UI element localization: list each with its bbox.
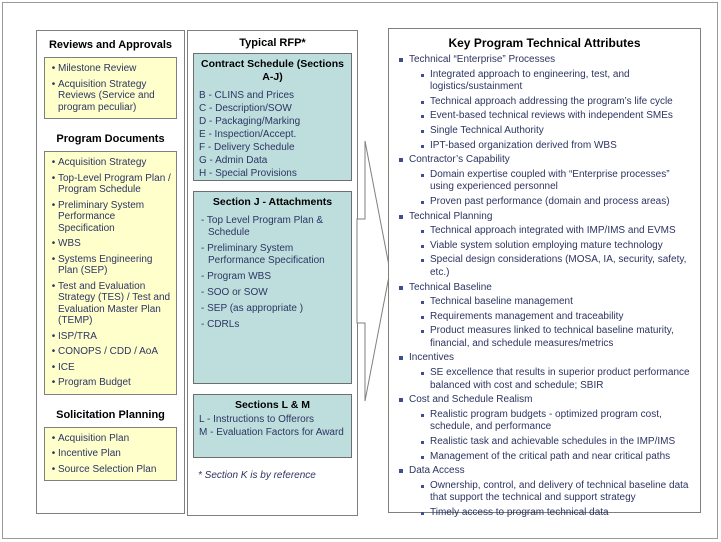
- teal-box: [193, 53, 352, 181]
- bullet-icon: •: [51, 448, 56, 459]
- list-item: - Program WBS: [201, 271, 272, 282]
- bullet-icon: •: [51, 157, 56, 168]
- list-item-label: Systems Engineering Plan (SEP): [58, 253, 153, 276]
- bullet-icon: [421, 174, 424, 177]
- list-item-label: CONOPS / CDD / AoA: [58, 346, 159, 357]
- attribute-subitem-label: Technical baseline management: [430, 296, 573, 308]
- attribute-label: Cost and Schedule Realism: [409, 394, 533, 406]
- bullet-icon: •: [51, 253, 56, 265]
- attribute-subitem: [419, 225, 692, 238]
- bullet-icon: •: [51, 280, 56, 292]
- teal-box-heading: Contract Schedule (Sections A-J): [201, 58, 344, 83]
- attribute-item: [397, 154, 692, 167]
- bullet-icon: [399, 398, 403, 402]
- attribute-subitem: [419, 296, 692, 309]
- list-item: L - Instructions to Offerors: [199, 414, 315, 425]
- bullet-icon: •: [51, 238, 56, 249]
- list-item: [49, 281, 172, 327]
- bullet-icon: [421, 230, 424, 233]
- yellow-box: [44, 57, 177, 119]
- attribute-subitem-label: Realistic task and achievable schedules in the IMP/IMS: [430, 436, 676, 448]
- bullet-icon: [399, 356, 403, 360]
- attribute-item: [397, 211, 692, 224]
- list-item: - Preliminary System Performance Specification: [201, 243, 325, 266]
- list-item: [49, 346, 172, 358]
- list-item-label: Top-Level Program Plan / Program Schedule: [58, 172, 171, 195]
- attribute-subitem-label: Realistic program budgets - optimized program cost, schedule, and performance: [430, 408, 662, 433]
- left-panel: [36, 30, 185, 514]
- bullet-icon: [421, 145, 424, 148]
- attribute-subitem-label: SE excellence that results in superior product performance balanced with cost and schedule; SBIR: [430, 367, 690, 391]
- bullet-icon: •: [51, 78, 56, 90]
- bullet-icon: [421, 115, 424, 118]
- list-item: - CDRLs: [201, 319, 240, 330]
- bullet-icon: [421, 130, 424, 133]
- list-item: [49, 362, 172, 374]
- attribute-subitem: [419, 311, 692, 324]
- attribute-label: Incentives: [409, 352, 455, 364]
- attribute-item: [397, 54, 692, 67]
- list-item: - Top Level Program Plan & Schedule: [201, 215, 324, 238]
- attribute-subitem: [419, 69, 692, 94]
- attribute-subitem: [419, 196, 692, 209]
- bullet-icon: [421, 414, 424, 417]
- middle-boxes-container: [188, 53, 357, 458]
- list-item: [49, 433, 172, 445]
- list-item: [49, 238, 172, 250]
- list-item-label: Test and Evaluation Strategy (TES) / Test and Evaluation Master Plan (TEMP): [58, 280, 171, 326]
- attribute-item: [397, 282, 692, 295]
- list-item-label: Acquisition Strategy: [58, 157, 147, 168]
- attribute-item: [397, 465, 692, 478]
- attribute-subitem-label: IPT-based organization derived from WBS: [430, 139, 617, 151]
- list-item: [49, 63, 172, 75]
- middle-panel: [187, 30, 358, 516]
- bullet-icon: [421, 456, 424, 459]
- list-item: M - Evaluation Factors for Award: [199, 427, 344, 438]
- bullet-icon: •: [51, 199, 56, 211]
- attribute-subitem: [419, 409, 692, 434]
- list-item: [49, 254, 172, 277]
- list-item: [49, 464, 172, 476]
- attribute-subitem-label: Technical approach addressing the program’s life cycle: [430, 95, 673, 107]
- attribute-subitem: [419, 96, 692, 109]
- teal-box: [193, 191, 352, 384]
- teal-box-heading: Sections L & M: [234, 399, 311, 411]
- attribute-subitem: [419, 325, 692, 350]
- attribute-subitem: [419, 451, 692, 464]
- bullet-icon: •: [51, 63, 56, 74]
- teal-box: [193, 394, 352, 458]
- list-item: E - Inspection/Accept.: [199, 129, 297, 140]
- bullet-icon: [421, 372, 424, 375]
- list-item-label: Preliminary System Performance Specification: [58, 199, 145, 234]
- bullet-icon: •: [51, 463, 56, 475]
- list-item-label: Milestone Review: [58, 63, 137, 74]
- attribute-subitem: [419, 480, 692, 505]
- attributes-list: [389, 50, 700, 520]
- section-heading: Reviews and Approvals: [48, 39, 173, 51]
- list-item-label: ISP/TRA: [58, 330, 97, 342]
- list-item-label: Acquisition Plan: [58, 432, 130, 444]
- attribute-label: Technical Planning: [409, 210, 493, 222]
- section-k-footnote: * Section K is by reference: [198, 470, 316, 481]
- right-panel: [388, 28, 701, 518]
- attribute-subitem: [419, 254, 692, 279]
- attribute-subitem: [419, 240, 692, 253]
- list-item-label: Acquisition Strategy Reviews (Service and program peculiar): [58, 78, 155, 113]
- bullet-icon: [399, 58, 403, 62]
- attribute-subitem-label: Management of the critical path and near critical paths: [430, 450, 671, 462]
- bullet-icon: [421, 512, 424, 515]
- attribute-subitem-label: Integrated approach to engineering, test, and logistics/sustainment: [430, 68, 630, 93]
- bullet-icon: [421, 259, 424, 262]
- attribute-subitem: [419, 507, 692, 520]
- list-item-label: WBS: [58, 238, 81, 249]
- list-item: - SEP (as appropriate ): [201, 303, 304, 314]
- yellow-box: [44, 427, 177, 482]
- attribute-label: Technical “Enterprise” Processes: [409, 54, 556, 65]
- attribute-label: Technical Baseline: [409, 281, 492, 293]
- list-item-label: Program Budget: [58, 377, 131, 388]
- attribute-subitem: [419, 367, 692, 392]
- list-item: [49, 448, 172, 460]
- bullet-icon: •: [51, 361, 56, 373]
- attribute-subitem-label: Timely access to program technical data: [430, 507, 609, 518]
- list-item: B - CLINS and Prices: [199, 90, 295, 101]
- bullet-icon: [421, 74, 424, 77]
- list-item: H - Special Provisions: [199, 168, 297, 179]
- attribute-subitem-label: Viable system solution employing mature technology: [430, 239, 663, 251]
- list-item: C - Description/SOW: [199, 103, 292, 114]
- attribute-label: Data Access: [409, 465, 465, 477]
- bullet-icon: [399, 469, 403, 473]
- attribute-subitem-label: Event-based technical reviews with independent SMEs: [430, 110, 673, 122]
- bullet-icon: [399, 215, 403, 219]
- section-heading: Solicitation Planning: [56, 408, 165, 421]
- attribute-subitem-label: Product measures linked to technical baseline maturity, financial, and schedule measures/metrics: [430, 325, 674, 349]
- list-item: G - Admin Data: [199, 155, 268, 166]
- list-item: [49, 200, 172, 235]
- yellow-box: [44, 151, 177, 395]
- attribute-subitem: [419, 169, 692, 194]
- bullet-icon: [421, 485, 424, 488]
- bullet-icon: •: [51, 346, 56, 357]
- bullet-icon: [421, 101, 424, 104]
- list-item: [49, 377, 172, 389]
- attribute-subitem: [419, 140, 692, 153]
- bullet-icon: [399, 158, 403, 162]
- attribute-subitem-label: Ownership, control, and delivery of technical baseline data that support the technical and support strategy: [430, 479, 689, 504]
- attribute-subitem: [419, 110, 692, 123]
- list-item: [49, 157, 172, 169]
- bullet-icon: [421, 245, 424, 248]
- middle-panel-title: Typical RFP*: [239, 37, 306, 49]
- list-item: D - Packaging/Marking: [199, 116, 301, 127]
- attribute-subitem-label: Domain expertise coupled with “Enterprise processes” using experienced personnel: [430, 168, 670, 193]
- list-item: F - Delivery Schedule: [199, 142, 295, 153]
- bullet-icon: •: [51, 330, 56, 342]
- attribute-subitem-label: Technical approach integrated with IMP/IMS and EVMS: [430, 225, 676, 237]
- attribute-item: [397, 394, 692, 407]
- attribute-subitem: [419, 436, 692, 449]
- attribute-subitem-label: Proven past performance (domain and process areas): [430, 195, 670, 207]
- bullet-icon: •: [51, 432, 56, 444]
- list-item: [49, 331, 172, 343]
- list-item: [49, 79, 172, 114]
- attribute-subitem-label: Special design considerations (MOSA, IA, security, safety, etc.): [430, 254, 687, 278]
- bullet-icon: [421, 441, 424, 444]
- list-item-label: Source Selection Plan: [58, 463, 157, 475]
- list-item-label: ICE: [58, 361, 75, 373]
- right-arrow-icon: [356, 140, 392, 402]
- section-heading: Program Documents: [56, 133, 165, 145]
- teal-box-heading: Section J - Attachments: [212, 196, 333, 208]
- attribute-label: Contractor’s Capability: [409, 154, 510, 166]
- bullet-icon: [399, 286, 403, 290]
- bullet-icon: [421, 316, 424, 319]
- bullet-icon: [421, 301, 424, 304]
- attribute-item: [397, 352, 692, 365]
- right-panel-title: Key Program Technical Attributes: [448, 36, 641, 50]
- attribute-subitem: [419, 125, 692, 138]
- attribute-subitem-label: Requirements management and traceability: [430, 310, 624, 322]
- bullet-icon: •: [51, 172, 56, 184]
- list-item-label: Incentive Plan: [58, 448, 121, 459]
- bullet-icon: [421, 330, 424, 333]
- bullet-icon: [421, 201, 424, 204]
- bullet-icon: •: [51, 377, 56, 388]
- right-arrow-shape: [357, 141, 390, 401]
- list-item: [49, 173, 172, 196]
- list-item: - SOO or SOW: [201, 287, 268, 298]
- attribute-subitem-label: Single Technical Authority: [430, 124, 544, 136]
